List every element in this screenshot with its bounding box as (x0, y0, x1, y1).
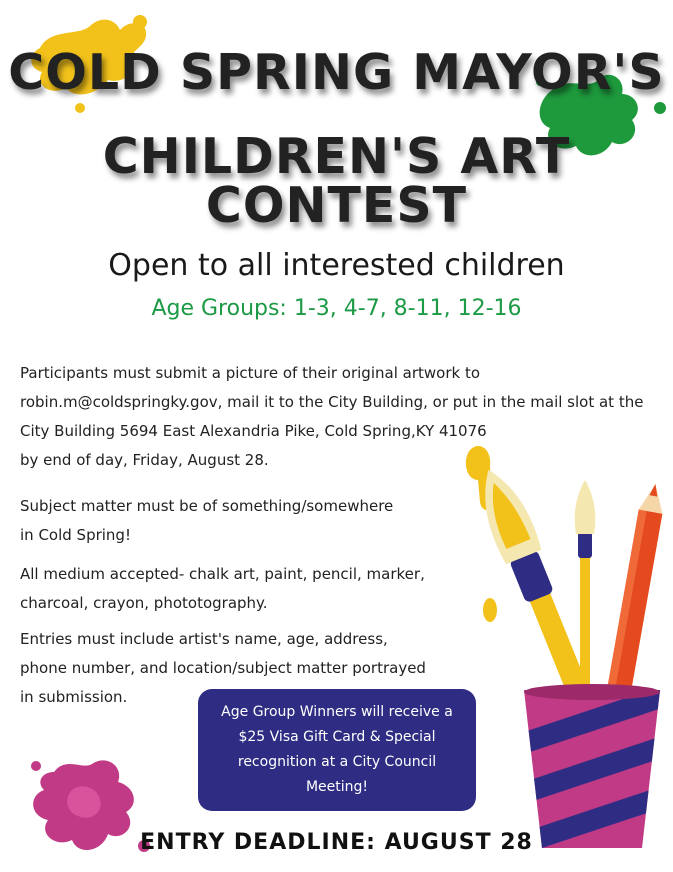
prize-line: Age Group Winners will receive a (221, 704, 453, 720)
prize-line: $25 Visa Gift Card & Special (238, 729, 436, 745)
paintbrushes-cup-icon (460, 440, 670, 860)
medium-paragraph (20, 560, 450, 618)
submission-line: Participants must submit a picture of their original artwork to (20, 364, 480, 382)
subject-line: in Cold Spring! (20, 526, 131, 544)
title-line-2: CHILDREN'S ART CONTEST (102, 128, 571, 234)
prize-line: Meeting! (305, 779, 369, 795)
prize-box (198, 689, 476, 811)
submission-line: City Building 5694 East Alexandria Pike, Cold Spring,KY 41076 (20, 422, 487, 440)
medium-line: charcoal, crayon, phototography. (20, 594, 268, 612)
subject-line: Subject matter must be of something/somewhere (20, 497, 394, 515)
title-line-1: COLD SPRING MAYOR'S (8, 44, 665, 101)
entries-line: Entries must include artist's name, age, address, (20, 630, 388, 648)
medium-line: All medium accepted- chalk art, paint, pencil, marker, (20, 565, 425, 583)
subtitle: Open to all interested children (108, 248, 565, 283)
entry-deadline: ENTRY DEADLINE: AUGUST 28 (140, 830, 533, 855)
age-groups: Age Groups: 1-3, 4-7, 8-11, 12-16 (151, 296, 522, 321)
submission-line: by end of day, Friday, August 28. (20, 451, 269, 469)
entries-line: phone number, and location/subject matter portrayed (20, 659, 426, 677)
prize-line: recognition at a City Council (237, 754, 437, 770)
subject-matter-paragraph (20, 492, 420, 550)
submission-line: robin.m@coldspringky.gov, mail it to the City Building, or put in the mail slot at the (20, 393, 644, 411)
entries-line: in submission. (20, 688, 128, 706)
submission-instructions (20, 359, 660, 475)
